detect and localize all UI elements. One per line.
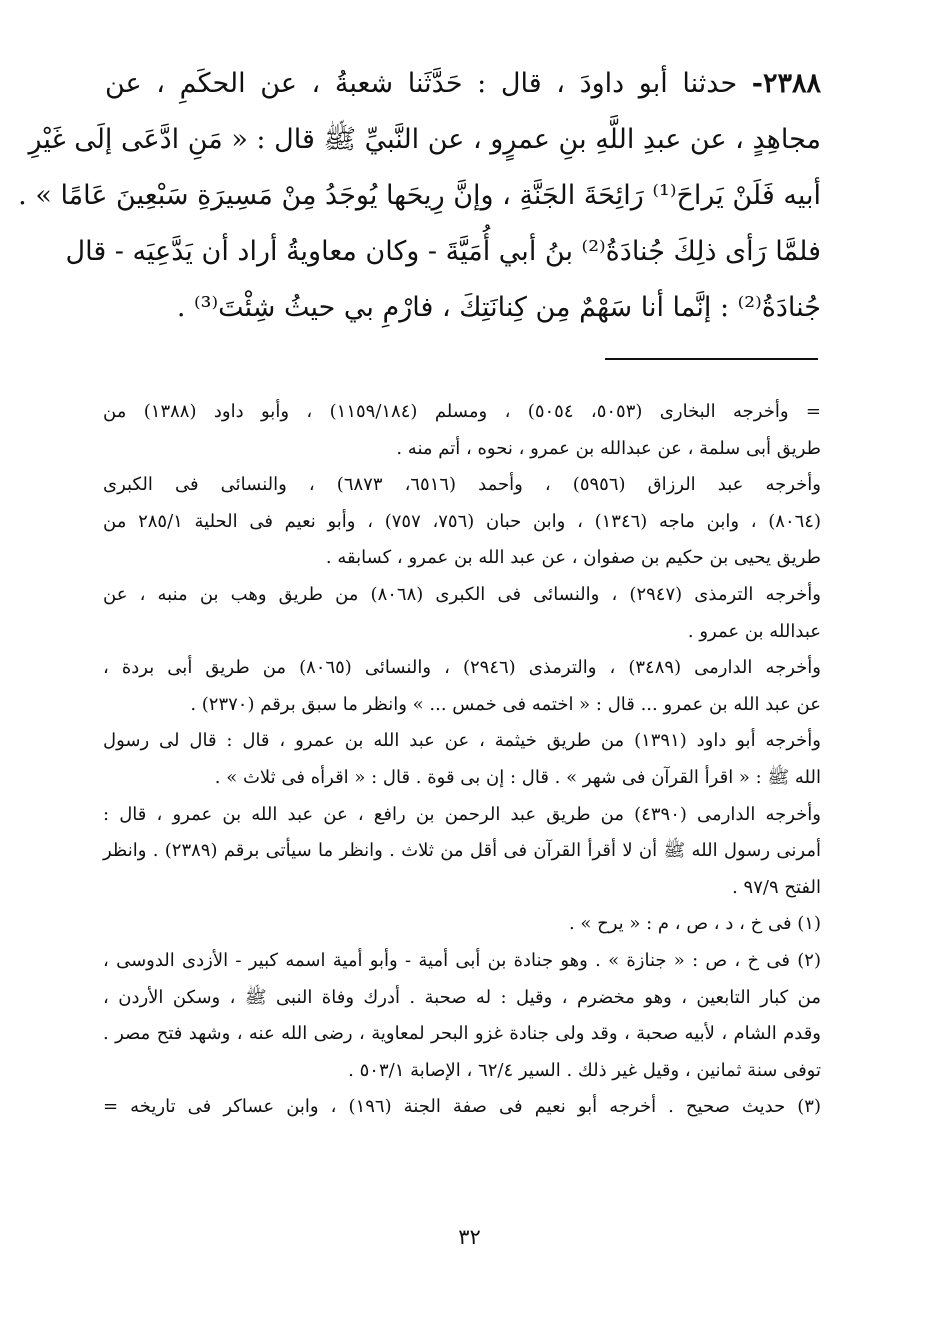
footnote-line: وأخرجه الدارمى (٣٤٨٩) ، والترمذى (٢٩٤٦) ، والنسائى (٨٠٦٥) من طريق أبى بردة ، xyxy=(103,657,821,679)
hadith-line-5: جُنادَةُ⁽²⁾ : إنَّما أنا سَهْمٌ مِن كِنانَتِكَ ، فارْمِ بي حيثُ شِئْتَ⁽³⁾ . xyxy=(176,292,821,323)
hadith-line-1 xyxy=(105,56,821,112)
footnote-line: (٣) حديث صحيح . أخرجه أبو نعيم فى صفة الجنة (١٩٦) ، وابن عساكر فى تاريخه = xyxy=(103,1096,821,1118)
footnote-line: وأخرجه الدارمى (٤٣٩٠) من طريق عبد الرحمن بن رافع ، عن عبد الله بن عمرو ، قال : xyxy=(103,803,821,825)
hadith-line-4: فلمَّا رَأى ذلِكَ جُنادَةُ⁽²⁾ بنُ أبي أُمَيَّةَ - وكان معاويةُ أراد أن يَدَّعِيَه - قال xyxy=(65,236,821,267)
footnote-line: عبدالله بن عمرو . xyxy=(687,620,821,642)
hadith-line-text: حدثنا أبو داودَ ، قال : حَدَّثَنا شعبةُ ، عن الحكَمِ ، عن xyxy=(105,68,738,99)
footnote-line: طريق يحيى بن حكيم بن صفوان ، عن عبد الله بن عمرو ، كسابقه . xyxy=(325,547,821,569)
footnotes xyxy=(103,394,821,1126)
footnote-line: من كبار التابعين ، وهو مخضرم ، وقيل : له صحبة . أدرك وفاة النبى ﷺ ، وسكن الأردن ، xyxy=(103,986,821,1008)
footnote-separator xyxy=(605,358,818,360)
footnote-line: أمرنى رسول الله ﷺ أن لا أقرأ القرآن فى أقل من ثلاث . وانظر ما سيأتى برقم (٢٣٨٩) . وانظر xyxy=(103,840,821,862)
footnote-line: الفتح ٩٧/٩ . xyxy=(732,876,821,898)
footnote-line: وأخرجه الترمذى (٢٩٤٧) ، والنسائى فى الكبرى (٨٠٦٨) من طريق وهب بن منبه ، عن xyxy=(103,583,821,605)
footnote-line: عن عبد الله بن عمرو ... قال : « اختمه فى خمس ... » وانظر ما سبق برقم (٢٣٧٠) . xyxy=(190,693,821,715)
footnote-line: = وأخرجه البخارى (٥٠٥٣، ٥٠٥٤) ، ومسلم (١١٥٩/١٨٤) ، وأبو داود (١٣٨٨) من xyxy=(103,401,822,422)
footnote-line: (١) فى خ ، د ، ص ، م : « يرح » . xyxy=(568,913,821,935)
footnote-line: الله ﷺ : « اقرأ القرآن فى شهر » . قال : إن بى قوة . قال : « اقرأه فى ثلاث » . xyxy=(214,766,821,788)
footnote-line: (٨٠٦٤) ، وابن ماجه (١٣٤٦) ، وابن حبان (٧٥٦، ٧٥٧) ، وأبو نعيم فى الحلية ٢٨٥/١ من xyxy=(103,510,821,532)
footnote-line: (٢) فى خ ، ص : « جنازة » . وهو جنادة بن أبى أمية - وأبو أمية اسمه كبير - الأزدى الدوسى ، xyxy=(103,949,821,971)
hadith-text xyxy=(18,56,821,336)
footnote-line: وقدم الشام ، لأبيه صحبة ، وقد ولى جنادة غزو البحر لمعاوية ، رضى الله عنه ، وشهد فتح مصر . xyxy=(103,1023,821,1045)
hadith-line-3: أبيه فَلَنْ يَراحَ⁽¹⁾ رَائِحَةَ الجَنَّةِ ، وإنَّ رِيحَها يُوجَدُ مِنْ مَسِيرَةِ سَبْعِينَ عَامًا » . xyxy=(18,180,821,211)
footnote-line: وأخرجه عبد الرزاق (٥٩٥٦) ، وأحمد (٦٥١٦، ٦٨٧٣) ، والنسائى فى الكبرى xyxy=(103,474,821,496)
footnote-line: طريق أبى سلمة ، عن عبدالله بن عمرو ، نحوه ، أتم منه . xyxy=(396,437,821,459)
footnote-line: وأخرجه أبو داود (١٣٩١) من طريق خيثمة ، عن عبد الله بن عمرو ، قال : قال لى رسول xyxy=(103,730,821,752)
page-number: ٣٢ xyxy=(458,1225,481,1249)
footnote-line: توفى سنة ثمانين ، وقيل غير ذلك . السير ٦٢/٤ ، الإصابة ٥٠٣/١ . xyxy=(348,1059,821,1081)
hadith-line-2: مجاهِدٍ ، عن عبدِ اللَّهِ بنِ عمرٍو ، عن النَّبيِّ ﷺ قال : « مَنِ ادَّعَى إلَى غَيْرِ xyxy=(28,124,821,155)
hadith-number: ٢٣٨٨- xyxy=(751,68,821,99)
